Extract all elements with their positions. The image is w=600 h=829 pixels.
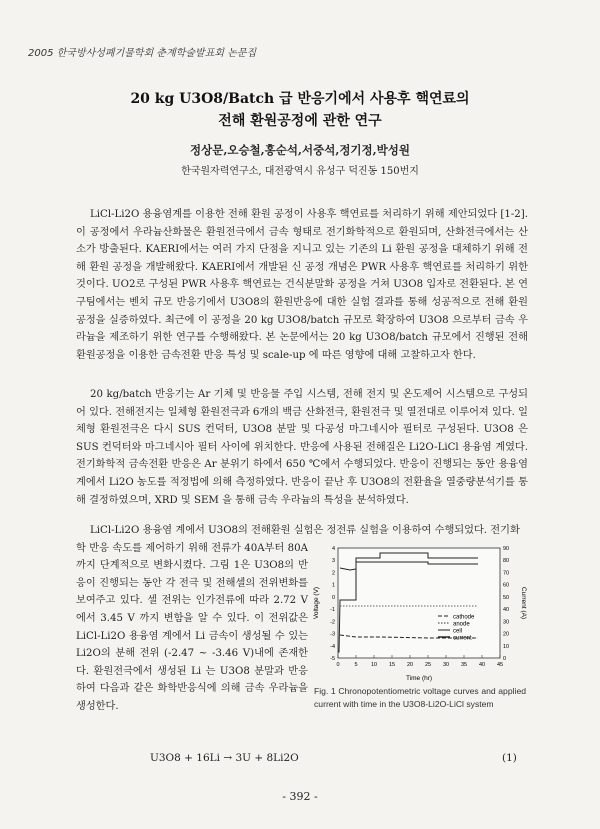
y-left-tick-label: 3 — [331, 558, 335, 565]
legend-anode: anode — [453, 621, 470, 628]
y-left-ticks — [330, 546, 335, 662]
y-left-tick-label: 0 — [331, 594, 335, 601]
y-right-label: Current (A) — [520, 586, 527, 620]
y-left-tick-label: 2 — [331, 570, 335, 577]
paragraph-1: LiCl-Li2O 용융염계를 이용한 전해 환원 공정이 사용후 핵연료를 처리하기 위해 제안되었다 [1-2]. 이 공정에서 우라늄산화물은 환원전극에서 금속 형태로 전기화학적으로 환원되며, 산화전극에서는 산소가 방출된다. KAERI에서는 여러 가지 단점을 지니고 있는 기존의 Li 환원 공정을 대체하기 위해 전해 환원 공정을 개발해왔다. KAERI에서 개발된 신 공정 개념은 PWR 사용후 핵연료를 처리하기 위한 것이다. UO2로 구성된 PWR 사용후 핵연료는 건식분말화 공정을 거쳐 U3O8 입자로 전환된다. 본 연구팀에서는 벤치 규모 반응기에서 U3O8의 환원반응에 대한 실험 결과를 통해 성공적으로 전해 환원 공정을 실증하였다. 최근에 이 공정을 20 kg U3O8/batch 규모로 확장하여 U3O8 으로부터 금속 우라늄을 제조하기 위한 연구를 수행해왔다. 본 논문에서는 20 kg U3O8/batch 규모에서 진행된 전해 환원공정을 이용한 금속전환 반응 특성 및 scale-up 에 따른 영향에 대해 고찰하고자 한다. — [76, 209, 528, 361]
paper-title-line2: 전해 환원공정에 관한 연구 — [218, 113, 382, 129]
x-tick-label: 25 — [424, 662, 432, 668]
y-left-tick-label: 1 — [331, 582, 335, 589]
legend-cathode: cathode — [453, 614, 475, 621]
x-label: Time (hr) — [405, 675, 433, 682]
equation: U3O8 + 16Li → 3U + 8Li2O — [150, 752, 299, 764]
x-tick-label: 45 — [496, 662, 504, 668]
y-left-tick-label: 4 — [331, 546, 335, 552]
chronopotentiometry-plot — [310, 540, 530, 685]
paper-title-line1: 20 kg U3O8/Batch 급 반응기에서 사용후 핵연료의 — [130, 91, 470, 107]
proceedings-header: 2005 한국방사성폐기물학회 춘계학술발표회 논문집 — [28, 48, 257, 59]
legend-current: current — [453, 635, 472, 642]
y-left-label: Voltage (V) — [313, 586, 320, 620]
x-tick-label: 40 — [478, 662, 486, 668]
x-tick-label: 10 — [370, 662, 378, 668]
x-tick-label: 0 — [336, 662, 340, 668]
y-left-tick-label: -4 — [330, 643, 335, 650]
y-right-ticks — [503, 546, 509, 662]
y-right-tick-label: 0 — [503, 656, 507, 662]
y-right-tick-label: 90 — [503, 546, 510, 552]
paragraph-3-lead: LiCl-Li2O 용융염 계에서 U3O8의 전해환원 실험은 정전류 실험을 이용하여 수행되었다. 전기화 — [90, 525, 520, 536]
x-tick-label: 5 — [354, 662, 358, 668]
page-number: - 392 - — [282, 790, 318, 803]
y-left-tick-label: -3 — [330, 631, 335, 638]
paragraph-3-rest: 학 반응 속도를 제어하기 위해 전류가 40A부터 80A 까지 단계적으로 변화시켰다. 그림 1은 U3O8의 반응이 진행되는 동안 각 전극 및 전해셀의 전위변화를 보여주고 있다. 셀 전위는 인가전류에 따라 2.72 V에서 3.45 V 까지 변함을 알 수 있다. 이 전위값은 LiCl-Li2O 용융염 계에서 Li 금속이 생성될 수 있는 Li2O의 분해 전위 (-2.47 ~ -3.46 V)내에 존재한다. 환원전극에서 생성된 Li 는 U3O8 분말과 반응하여 다음과 같은 화학반응식에 의해 금속 우라늄을 생성한다. — [76, 542, 308, 712]
y-left-tick-label: -2 — [330, 619, 335, 626]
x-tick-label: 30 — [442, 662, 450, 668]
y-right-tick-label: 30 — [503, 619, 510, 626]
affiliation: 한국원자력연구소, 대전광역시 유성구 덕진동 150번지 — [181, 166, 419, 177]
authors: 정상문,오승철,홍순석,서중석,정기정,박성원 — [190, 143, 410, 157]
y-right-tick-label: 40 — [503, 607, 510, 614]
x-tick-label: 35 — [460, 662, 468, 668]
y-right-tick-label: 50 — [503, 594, 510, 601]
legend-cell: cell — [453, 628, 463, 635]
y-right-tick-label: 20 — [503, 631, 510, 638]
paragraph-2: 20 kg/batch 반응기는 Ar 기체 및 반응물 주입 시스템, 전해 전지 및 온도제어 시스템으로 구성되어 있다. 전해전지는 일체형 환원전극과 6개의 백금 산화전극, 환원전극 및 열전대로 이루어져 있다. 일체형 환원전극은 다시 SUS 컨덕터, U3O8 분말 및 다공성 마그네시아 필터로 구성된다. U3O8 은 SUS 컨덕터와 마그네시아 필터 사이에 위치한다. 반응에 사용된 전해질은 Li2O-LiCl 용융염 계였다. 전기화학적 금속전환 반응은 Ar 분위기 하에서 650 ℃에서 수행되었다. 반응이 진행되는 동안 용융염계에서 Li2O 농도를 적정법에 의해 측정하였다. 반응이 끝난 후 U3O8의 전환율을 열중량분석기를 통해 결정하였으며, XRD 및 SEM 을 통해 금속 우라늄의 특성을 분석하였다. — [76, 389, 528, 506]
y-left-tick-label: -1 — [330, 607, 335, 614]
x-tick-label: 15 — [388, 662, 396, 668]
y-right-tick-label: 80 — [503, 558, 510, 565]
x-tick-label: 20 — [406, 662, 414, 668]
y-left-tick-label: -5 — [330, 656, 335, 662]
y-right-tick-label: 60 — [503, 582, 510, 589]
figure-caption: Fig. 1 Chronopotentiometric voltage curves and applied current with time in the U3O8-Li2O-LiCl system — [314, 686, 526, 709]
figure-1 — [310, 540, 530, 685]
y-right-tick-label: 10 — [503, 643, 510, 650]
y-right-tick-label: 70 — [503, 570, 510, 577]
equation-number: (1) — [502, 752, 517, 764]
